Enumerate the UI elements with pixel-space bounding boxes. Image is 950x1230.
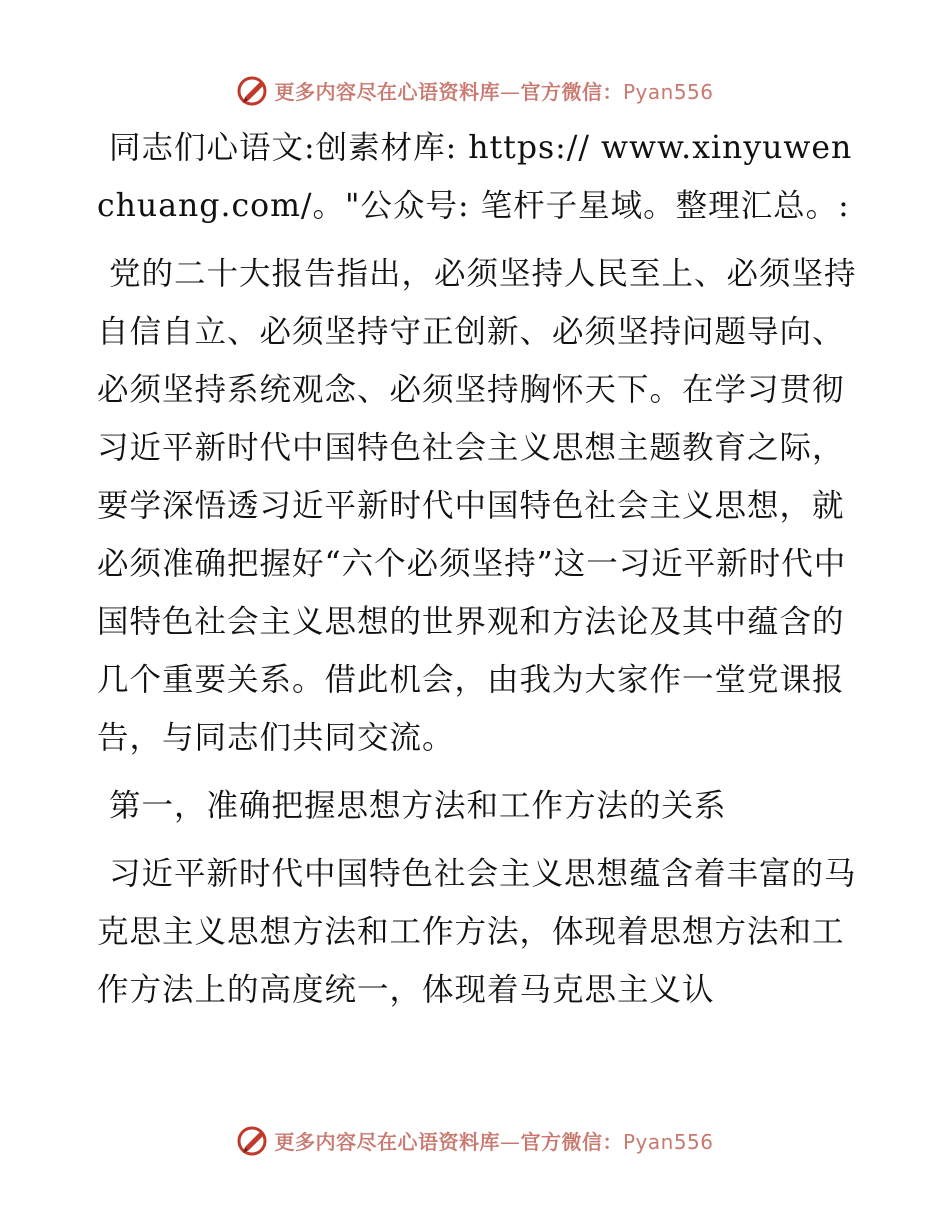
section-heading: 第一，准确把握思想方法和工作方法的关系 (109, 788, 727, 824)
paragraph-source-note: 同志们心语文:创素材库: https:// www.xinyuwenchuang.com/。"公众号: 笔杆子星域。整理汇总。: (97, 130, 853, 224)
pen-logo-icon (236, 73, 270, 107)
paragraph-intro: 党的二十大报告指出，必须坚持人民至上、必须坚持自信自立、必须坚持守正创新、必须坚持问题导向、必须坚持系统观念、必须坚持胸怀天下。在学习贯彻习近平新时代中国特色社会主义思想主题教育之际，要学深悟透习近平新时代中国特色社会主义思想，就必须准确把握好“六个必须坚持”这一习近平新时代中国特色社会主义思想的世界观和方法论及其中蕴含的几个重要关系。借此机会，由我为大家作一堂党课报告，与同志们共同交流。 (97, 256, 857, 756)
footer-watermark (0, 1120, 950, 1160)
header-watermark (0, 70, 950, 110)
paragraph-body: 习近平新时代中国特色社会主义思想蕴含着丰富的马克思主义思想方法和工作方法，体现着思想方法和工作方法上的高度统一，体现着马克思主义认 (97, 856, 857, 1008)
watermark-text: 更多内容尽在心语资料库—官方微信：Pyan556 (274, 1129, 714, 1154)
pen-logo-icon (236, 1123, 270, 1157)
document-body (97, 119, 857, 1029)
watermark-text: 更多内容尽在心语资料库—官方微信：Pyan556 (274, 79, 714, 104)
